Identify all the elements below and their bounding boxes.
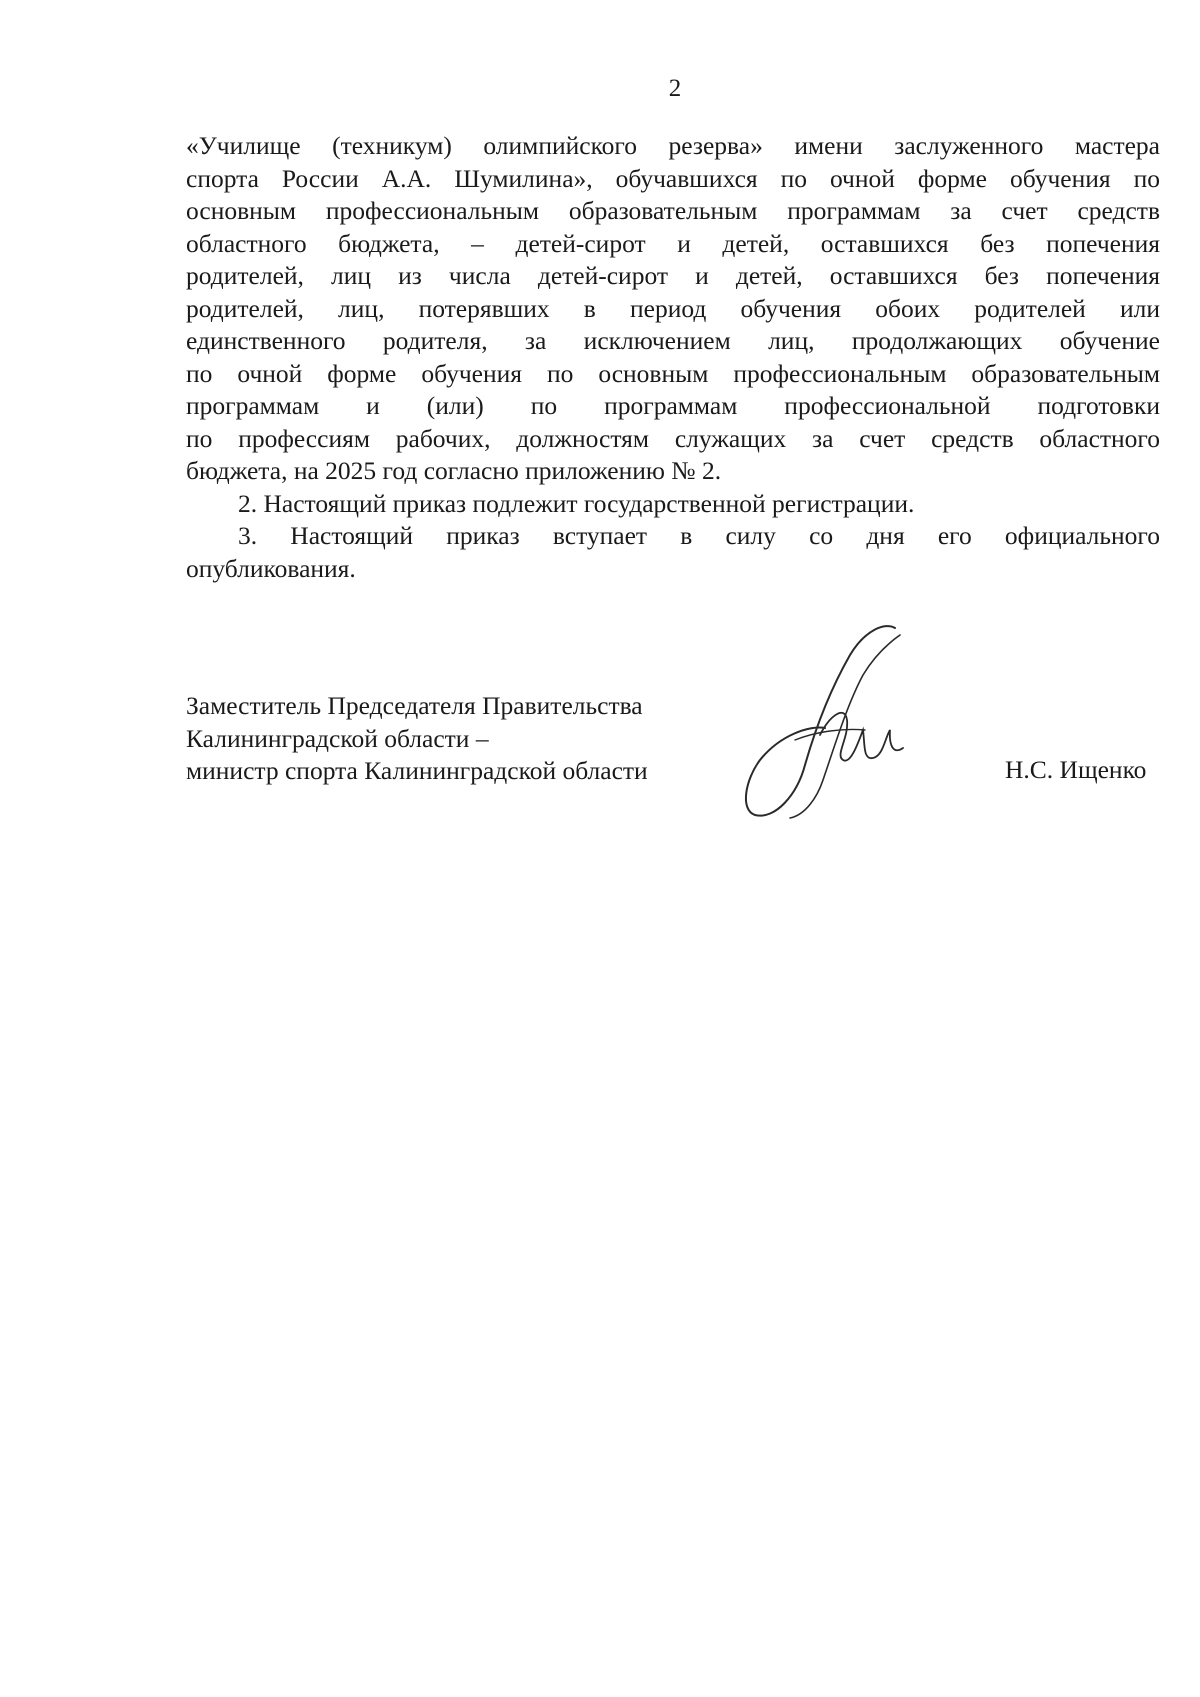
item-3: 3. Настоящий приказ вступает в силу со дня его официального bbox=[238, 521, 1160, 550]
body-line: единственного родителя, за исключением лиц, продолжающих обучение bbox=[186, 326, 1160, 355]
position-line: Калининградской области – bbox=[186, 723, 489, 753]
body-line: родителей, лиц, потерявших в период обучения обоих родителей или bbox=[186, 293, 1160, 323]
handwritten-signature bbox=[735, 620, 915, 830]
body-line: программам и (или) по программам профессиональной подготовки bbox=[186, 391, 1160, 420]
body-line: по профессиям рабочих, должностям служащих за счет средств областного bbox=[186, 423, 1160, 453]
item-3-continuation: опубликования. bbox=[186, 553, 356, 583]
position-line: министр спорта Калининградской области bbox=[186, 756, 648, 785]
body-line: спорта России А.А. Шумилина», обучавшихся по очной форме обучения по bbox=[186, 163, 1160, 193]
signer-name: Н.С. Ищенко bbox=[1005, 755, 1147, 784]
position-line: Заместитель Председателя Правительства bbox=[186, 691, 643, 720]
body-line: по очной форме обучения по основным профессиональным образовательным bbox=[186, 358, 1160, 388]
body-line: родителей, лиц из числа детей-сирот и детей, оставшихся без попечения bbox=[186, 261, 1160, 290]
body-line: «Училище (техникум) олимпийского резерва» имени заслуженного мастера bbox=[186, 131, 1160, 160]
body-line: бюджета, на 2025 год согласно приложению № 2. bbox=[186, 456, 722, 485]
body-line: основным профессиональным образовательным программам за счет средств bbox=[186, 196, 1160, 225]
item-2: 2. Настоящий приказ подлежит государственной регистрации. bbox=[238, 488, 915, 518]
signatory-position bbox=[186, 690, 648, 788]
body-line: областного бюджета, – детей-сирот и детей, оставшихся без попечения bbox=[186, 228, 1160, 258]
body-text bbox=[186, 130, 1160, 585]
page-number: 2 bbox=[668, 75, 682, 102]
